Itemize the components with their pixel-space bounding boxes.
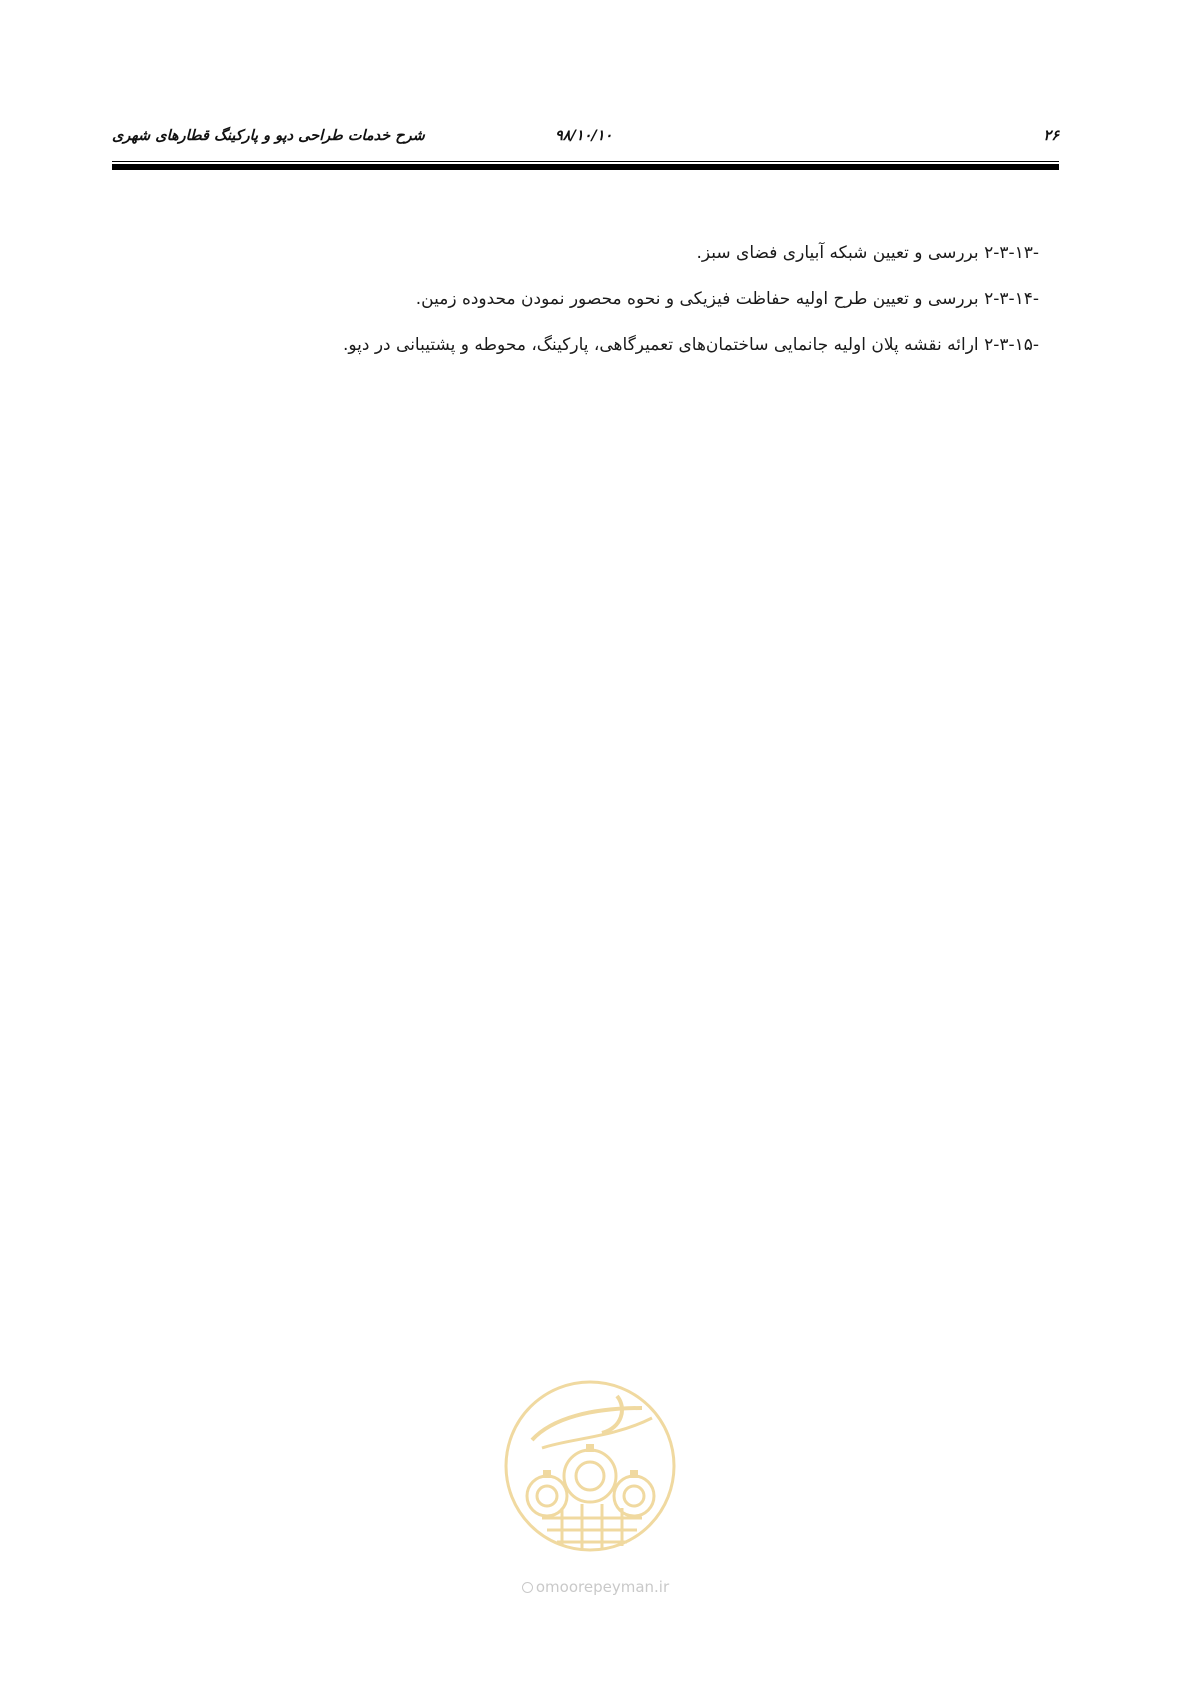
- page-number: ۲۶: [1043, 128, 1059, 144]
- item-text: بررسی و تعیین طرح اولیه حفاظت فیزیکی و نحوه محصور نمودن محدوده زمین.: [415, 289, 979, 309]
- document-date: ۹۸/۱۰/۱۰: [555, 128, 613, 144]
- website-text: omoorepeyman.ir: [535, 1578, 670, 1596]
- list-item: [159, 334, 1039, 357]
- list-item: [159, 288, 1039, 311]
- header-divider-thin: [112, 161, 1059, 162]
- list-item: [159, 242, 1039, 265]
- item-number: ۲-۳-۱۳-: [984, 243, 1039, 263]
- item-text: ارائه نقشه پلان اولیه جانمایی ساختمان‌های تعمیرگاهی، پارکینگ، محوطه و پشتیبانی در دپو.: [342, 335, 979, 355]
- item-number: ۲-۳-۱۵-: [984, 335, 1039, 355]
- globe-icon: [522, 1582, 533, 1593]
- document-title: شرح خدمات طراحی دپو و پارکینگ قطارهای شهری: [112, 128, 425, 144]
- watermark-website: [0, 1578, 1191, 1596]
- watermark-logo: [502, 1378, 678, 1554]
- header-divider-thick: [112, 164, 1059, 170]
- item-number: ۲-۳-۱۴-: [984, 289, 1039, 309]
- item-text: بررسی و تعیین شبکه آبیاری فضای سبز.: [696, 243, 979, 263]
- section-items-list: [159, 242, 1039, 380]
- page-header: [112, 128, 1059, 154]
